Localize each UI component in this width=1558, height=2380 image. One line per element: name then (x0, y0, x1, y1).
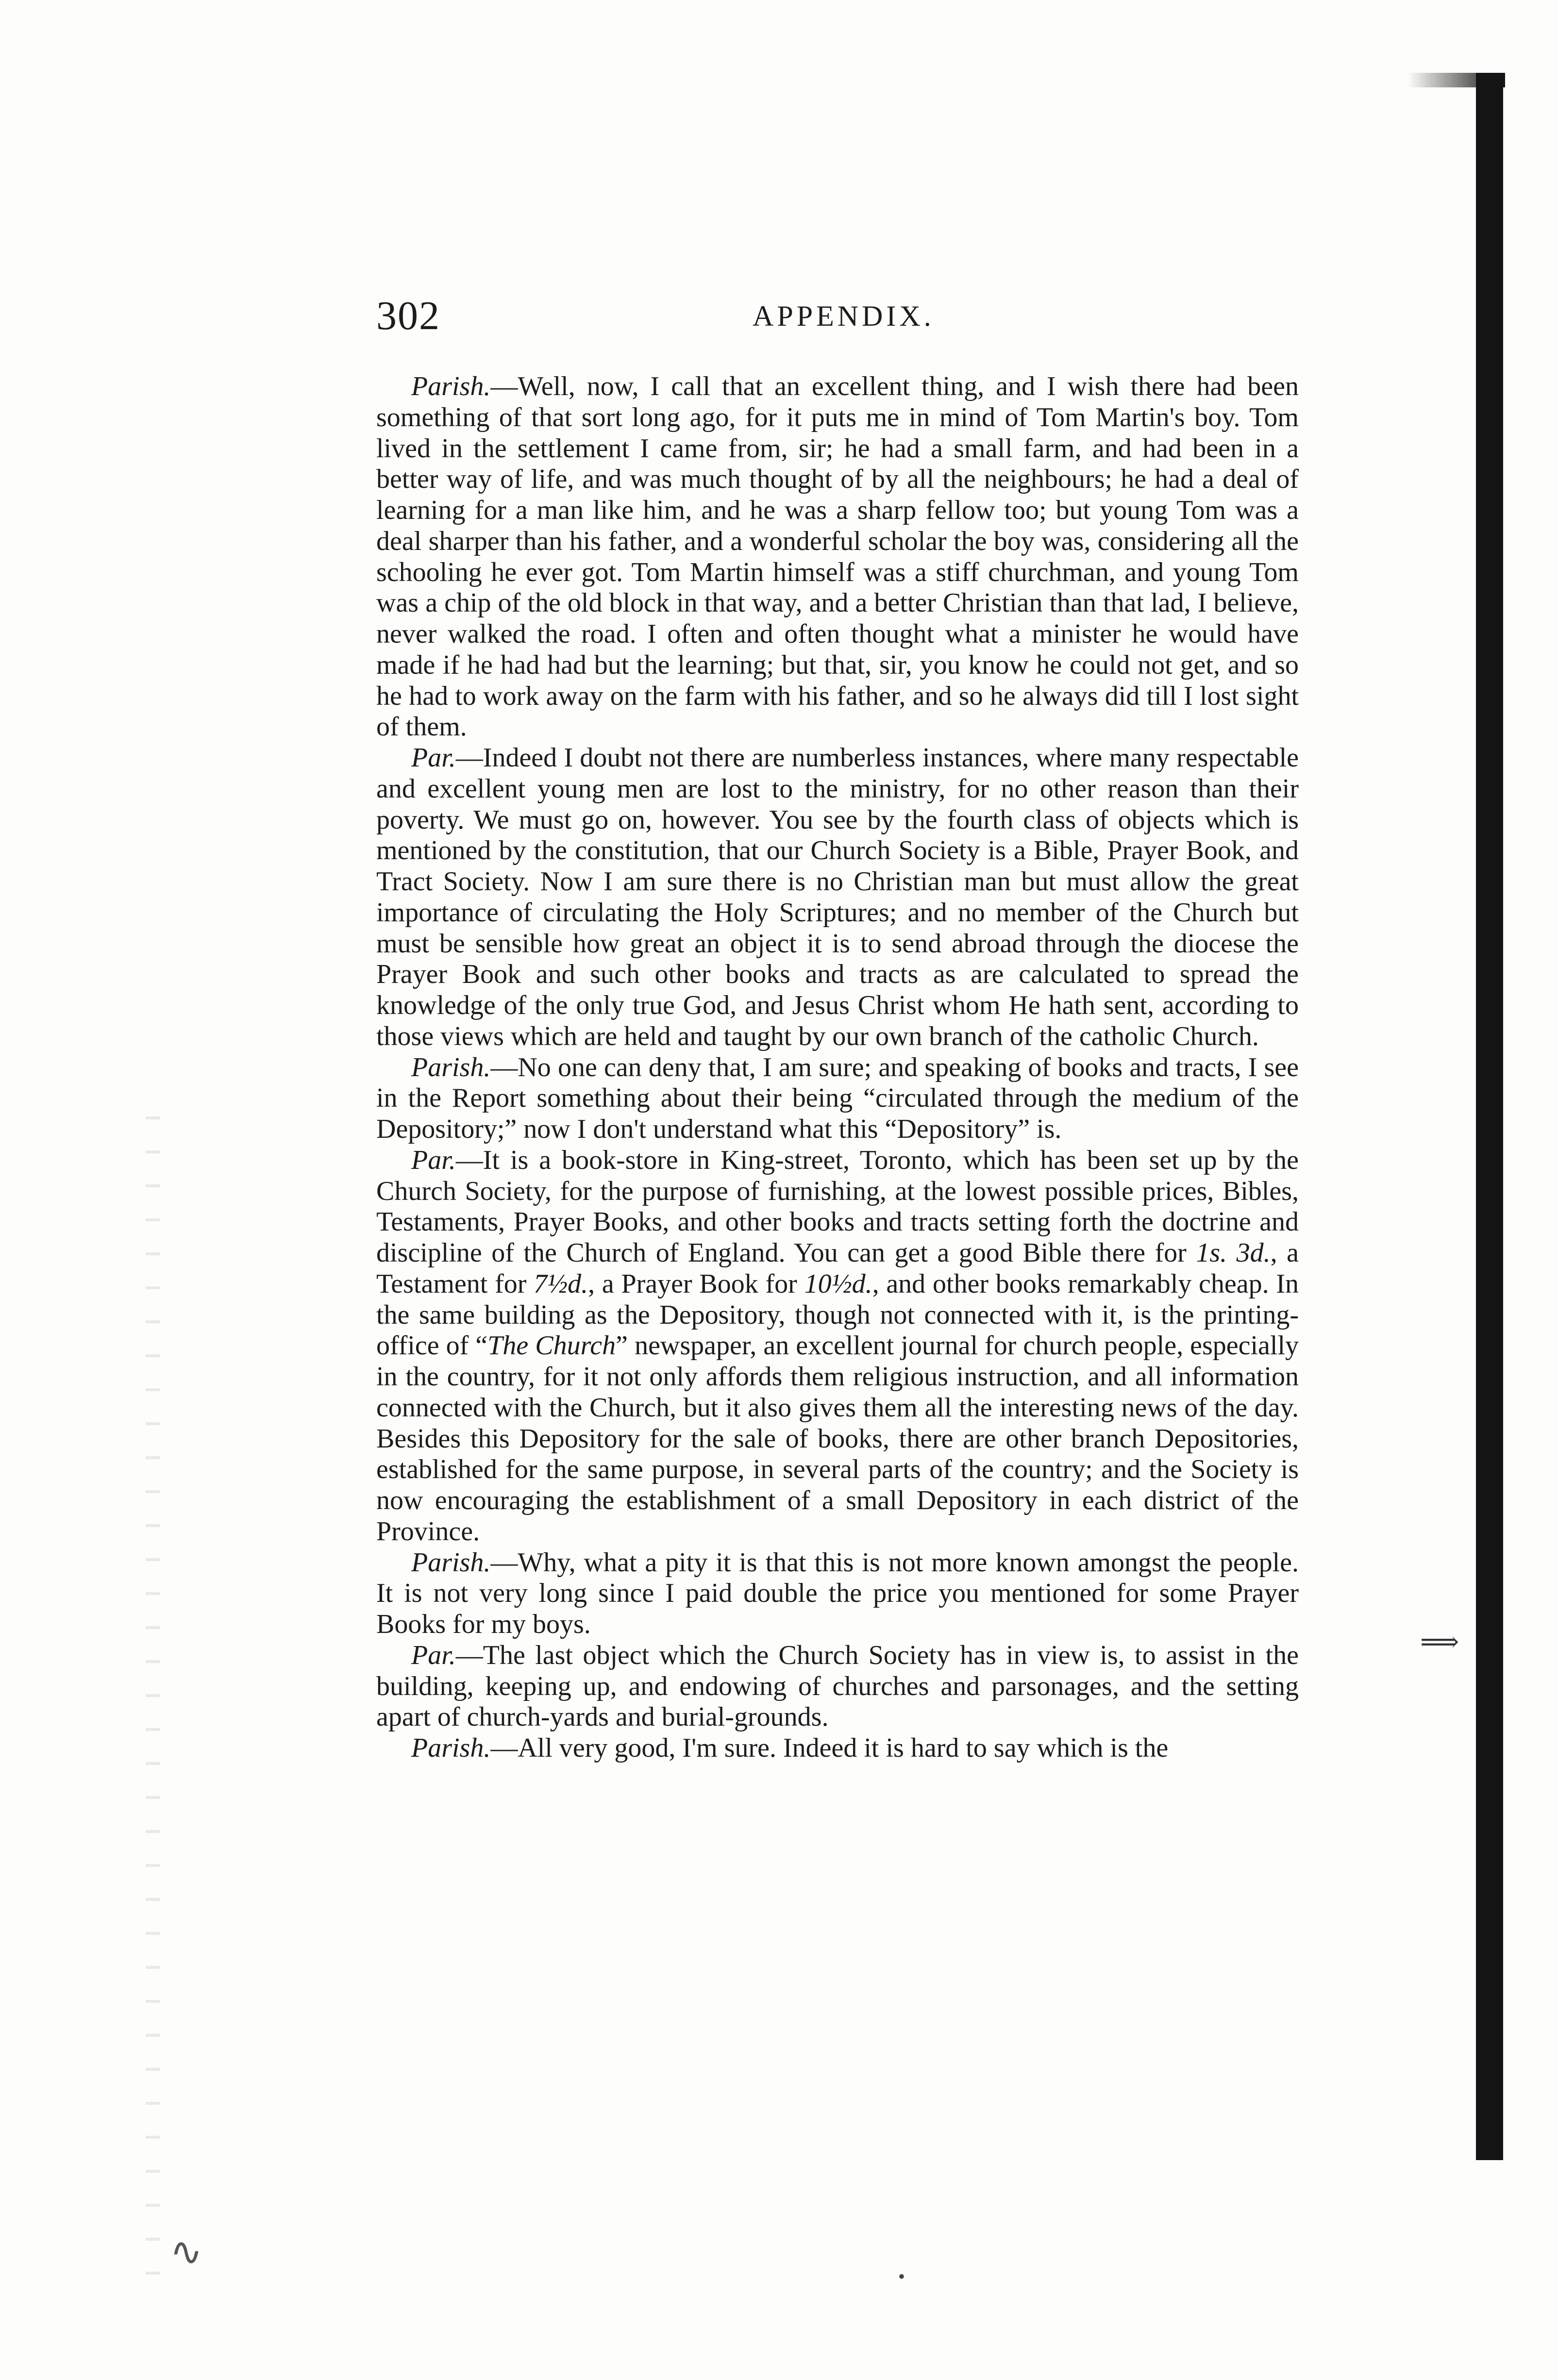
paragraph-text: —It is a book-store in King-street, Toronto, which has been set up by the Church Society, for the purpose of furnishing, at the lowest possible prices, Bibles, Testaments, Prayer Books, and other books and tracts setting forth the doctrine and discipline of the Church of England. You can get a good Bible there for (376, 1145, 1299, 1268)
paragraph (376, 1052, 1299, 1145)
paragraph-text: —Well, now, I call that an excellent thing, and I wish there had been something of that sort long ago, for it puts me in mind of Tom Martin's boy. Tom lived in the settlement I came from, sir; he had a small farm, and had been in a better way of life, and was much thought of by all the neighbours; he had a deal of learning for a man like him, and he was a sharp fellow too; but young Tom was a deal sharper than his father, and a wonderful scholar the boy was, considering all the schooling he ever got. Tom Martin himself was a stiff churchman, and young Tom was a chip of the old block in that way, and a better Christian than that lad, I believe, never walked the road. I often and often thought what a minister he would have made if he had had but the learning; but that, sir, you know he could not get, and so he had to work away on the farm with his father, and so he always did till I lost sight of them. (376, 371, 1299, 742)
paragraph (376, 1145, 1299, 1548)
paragraph (376, 743, 1299, 1052)
paragraph-text: , a Testament for (376, 1238, 1299, 1299)
speaker-label: Par. (411, 1640, 456, 1670)
paragraph (376, 1640, 1299, 1733)
paragraph-text: —Why, what a pity it is that this is not more known amongst the people. It is not very long since I paid double the price you mentioned for some Prayer Books for my boys. (376, 1547, 1299, 1639)
speaker-label: Parish. (411, 1547, 491, 1578)
paragraph (376, 1733, 1299, 1764)
paragraph-text: —No one can deny that, I am sure; and speaking of books and tracts, I see in the Report something about their being “circulated through the medium of the Depository;” now I don't understand what this “Depository” is. (376, 1052, 1299, 1144)
page-number: 302 (376, 293, 440, 338)
speaker-label: Par. (411, 1145, 456, 1175)
body-text (376, 371, 1299, 1764)
paragraph-text: —All very good, I'm sure. Indeed it is hard to say which is the (490, 1733, 1169, 1763)
paragraph-text: —Indeed I doubt not there are numberless instances, where many respectable and excellent young men are lost to the ministry, for no other reason than their poverty. We must go on, however. You see by the fourth class of objects which is mentioned by the constitution, that our Church Society is a Bible, Prayer Book, and Tract Society. Now I am sure there is no Christian man but must allow the great importance of circulating the Holy Scriptures; and no member of the Church but must be sensible how great an object it is to send abroad through the diocese the Prayer Book and such other books and tracts as are calculated to spread the knowledge of the only true God, and Jesus Christ whom He hath sent, according to those views which are held and taught by our own branch of the catholic Church. (376, 743, 1299, 1051)
paragraph-text: ” newspaper, an excellent journal for church people, especially in the country, for it not only affords them religious instruction, and all information connected with the Church, but it also gives them all the interesting news of the day. Besides this Depository for the sale of books, there are other branch Depositories, established for the same purpose, in several parts of the country; and the Society is now encouraging the establishment of a small Depository in each district of the Province. (376, 1331, 1299, 1547)
running-head: APPENDIX. (753, 300, 935, 332)
speaker-label: Parish. (411, 1733, 491, 1763)
page-header (376, 289, 1299, 343)
paragraph (376, 371, 1299, 743)
speaker-label: Parish. (411, 1052, 491, 1082)
binding-edge (1476, 73, 1503, 2160)
paragraph-text: , and other books remarkably cheap. In the same building as the Depository, though not connected with it, is the printing-office of “ (376, 1268, 1299, 1361)
paragraph-text: , a Prayer Book for (588, 1268, 804, 1299)
speaker-label: Parish. (411, 371, 491, 401)
price-prayer-book: 10½d. (804, 1268, 872, 1299)
price-testament: 7½d. (534, 1268, 588, 1299)
speaker-label: Par. (411, 743, 456, 773)
price-bible: 1s. 3d. (1196, 1238, 1271, 1268)
newspaper-title: The Church (487, 1331, 616, 1361)
paragraph (376, 1548, 1299, 1640)
gutter-specks (146, 1116, 160, 2281)
paragraph-text: —The last object which the Church Society has in view is, to assist in the building, keeping up, and endowing of churches and parsonages, and the setting apart of church-yards and burial-grounds. (376, 1640, 1299, 1732)
margin-ornament: ⟹ (1420, 1627, 1459, 1657)
footer-mark: • (898, 2265, 905, 2287)
corner-mark: ∿ (170, 2231, 203, 2274)
